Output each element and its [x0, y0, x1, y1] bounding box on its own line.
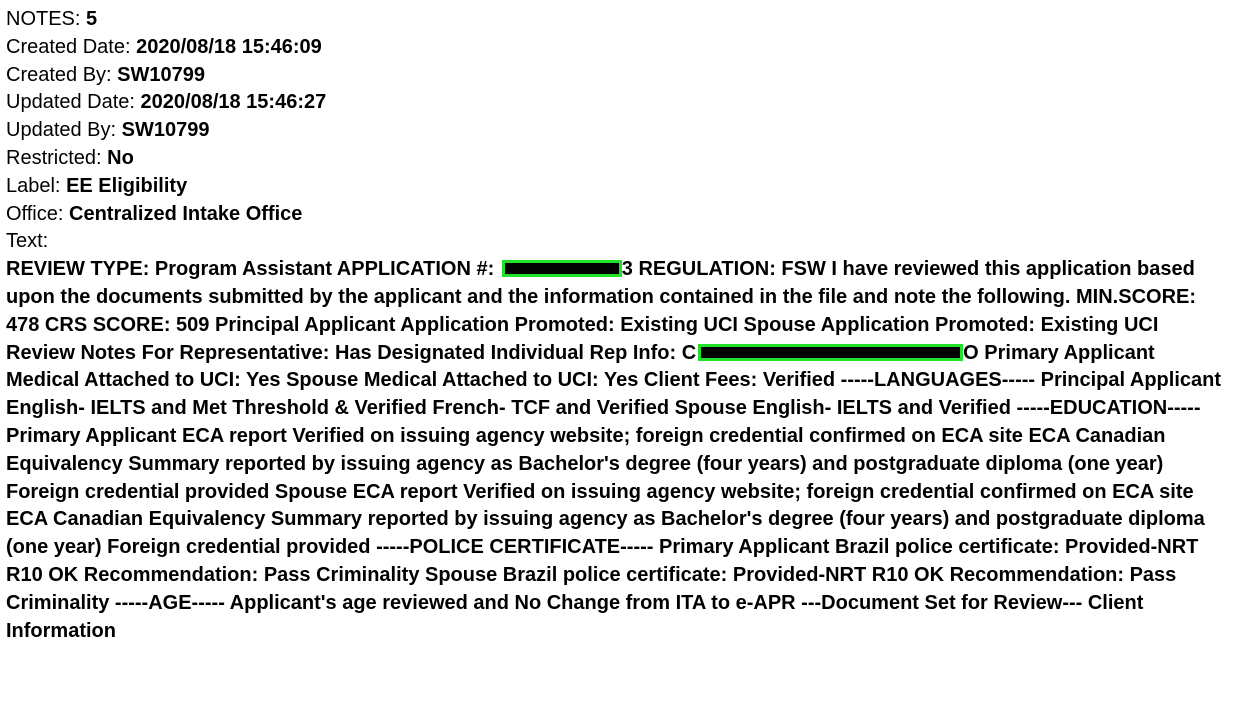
- note-text-part3: Primary Applicant Medical Attached to UCI: Yes Spouse Medical Attached to UCI: Yes Client Fees: Verified -----LANGUAGES----- Principal Applicant English- IELTS and Met Threshold & Verified French- TCF and Verified Spouse English- IELTS and Verified -----EDUCATION----- Primary Applicant ECA report Verified on issuing agency website; foreign credential confirmed on ECA site ECA Canadian Equivalency Summary reported by issuing agency as Bachelor's degree (four years) and postgraduate diploma (one year) Foreign credential provided Spouse ECA report Verified on issuing agency website; foreign credential confirmed on ECA site ECA Canadian Equivalency Summary reported by issuing agency as Bachelor's degree (four years) and postgraduate diploma (one year) Foreign credential provided -----POLICE CERTIFICATE----- Primary Applicant Brazil police certificate: Provided-NRT R10 OK Recommendation: Pass Criminality Spouse Brazil police certificate: Provided-NRT R10 OK Recommendation: Pass Criminality -----AGE----- Applicant's age reviewed and No Change from ITA to e-APR ---Document Set for Review--- Client Information: [6, 341, 1221, 642]
- field-label: Restricted:: [6, 146, 108, 169]
- field-label: NOTES:: [6, 8, 87, 30]
- notes-count-line: [6, 6, 1236, 34]
- created-by-line: [6, 62, 1236, 90]
- text-label-line: [6, 228, 1236, 256]
- note-text-part3-char: O: [963, 341, 979, 364]
- office-value: Centralized Intake Office: [69, 202, 303, 225]
- field-label: Text:: [6, 230, 49, 253]
- field-label: Updated Date:: [6, 91, 141, 114]
- restricted-value: No: [107, 146, 134, 169]
- notes-count-value: 5: [86, 8, 98, 30]
- field-label: Created Date:: [6, 35, 137, 58]
- updated-by-line: [6, 117, 1236, 145]
- office-line: [6, 201, 1236, 229]
- created-date-line: [6, 34, 1236, 62]
- field-label: Created By:: [6, 63, 118, 86]
- note-text-part2: REGULATION: FSW I have reviewed this application based upon the documents submitted by the applicant and the information contained in the file and note the following. MIN.SCORE: 478 CRS SCORE: 509 Principal Applicant Application Promoted: Existing UCI Spouse Application Promoted: Existing UCI Review Notes For Representative: Has Designated Individual Rep Info: C: [6, 258, 1197, 364]
- note-body-text: [6, 256, 1232, 645]
- label-value: EE Eligibility: [66, 174, 188, 197]
- redacted-representative-info: [698, 344, 963, 361]
- updated-date-line: [6, 89, 1236, 117]
- created-by-value: SW10799: [117, 63, 206, 86]
- created-date-value: 2020/08/18 15:46:09: [136, 35, 322, 58]
- updated-date-value: 2020/08/18 15:46:27: [140, 91, 327, 114]
- label-line: [6, 173, 1236, 201]
- note-text-part1: REVIEW TYPE: Program Assistant APPLICATION #:: [6, 258, 500, 281]
- restricted-line: [6, 145, 1236, 173]
- field-label: Office:: [6, 202, 69, 225]
- field-label: Updated By:: [6, 119, 122, 142]
- field-label: Label:: [6, 174, 67, 197]
- redacted-application-number: [502, 260, 622, 277]
- note-text-part2-char: 3: [621, 258, 633, 281]
- updated-by-value: SW10799: [121, 119, 210, 142]
